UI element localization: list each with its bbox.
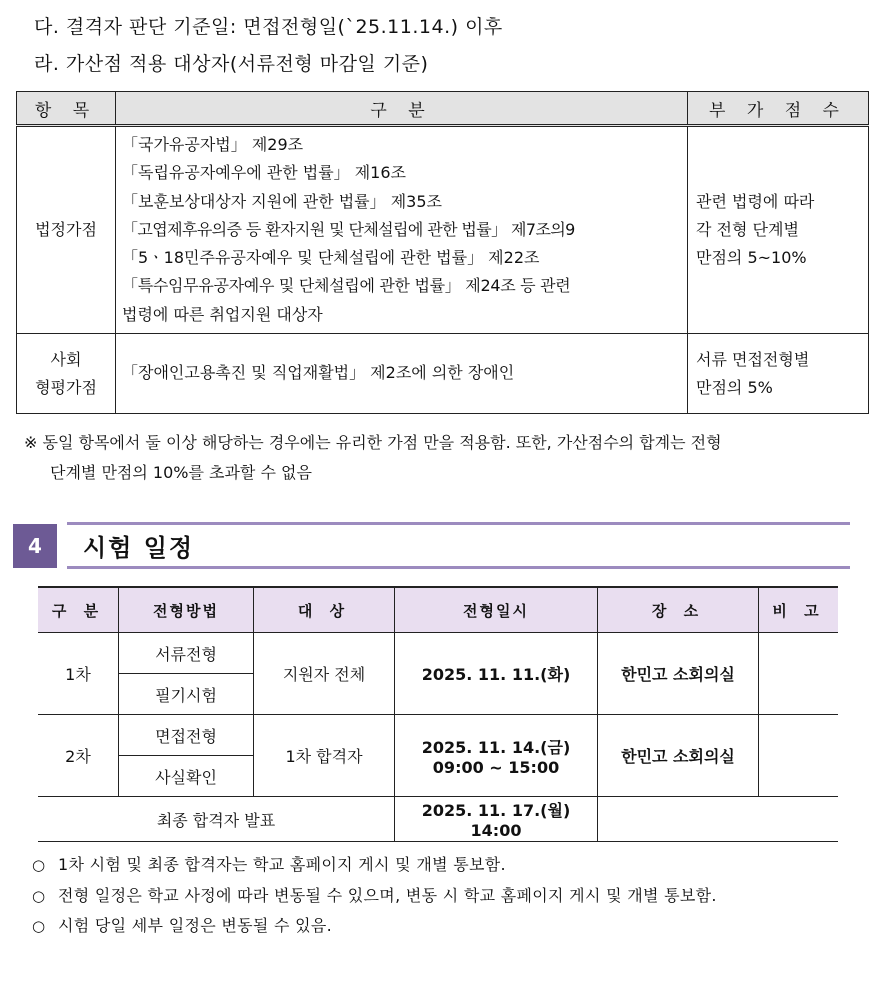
header-remark: 비 고 <box>759 587 839 633</box>
datetime-cell <box>395 715 598 797</box>
law-item: 「보훈보상대상자 지원에 관한 법률」 제35조 <box>122 191 442 211</box>
list-item <box>32 850 717 881</box>
bonus-eligibility-line: 라. 가산점 적용 대상자(서류전형 마감일 기준) <box>34 53 429 75</box>
header-target: 대 상 <box>254 587 395 633</box>
table-row <box>17 334 869 414</box>
law-item: 「장애인고용촉진 및 직업재활법」 제2조에 의한 장애인 <box>122 363 515 383</box>
table-row <box>38 633 838 674</box>
final-announcement-label: 최종 합격자 발표 <box>38 797 395 842</box>
section-header <box>13 522 850 570</box>
target-cell: 1차 합격자 <box>254 715 395 797</box>
law-item: 법령에 따른 취업지원 대상자 <box>122 304 323 324</box>
category-social-equity <box>17 334 116 414</box>
law-item: 「고엽제후유의증 등 환자지원 및 단체설립에 관한 법률」 제7조의9 <box>122 219 575 239</box>
place-cell: 한민고 소회의실 <box>598 715 759 797</box>
social-points <box>688 334 869 414</box>
exam-schedule-table <box>38 586 838 842</box>
place-cell: 한민고 소회의실 <box>598 633 759 715</box>
table-row <box>38 715 838 756</box>
datetime-cell: 2025. 11. 11.(화) <box>395 633 598 715</box>
points-text: 관련 법령에 따라 <box>696 192 815 212</box>
method-cell: 서류전형 <box>119 633 254 674</box>
remark-cell <box>759 715 839 797</box>
method-cell: 사실확인 <box>119 756 254 797</box>
social-description <box>116 334 688 414</box>
points-text: 서류 면접전형별 <box>696 349 810 369</box>
table-row <box>17 126 869 334</box>
notice-text: 1차 시험 및 최종 합격자는 학교 홈페이지 게시 및 개별 통보함. <box>58 855 506 874</box>
list-item <box>32 911 717 942</box>
points-text: 만점의 5% <box>696 377 773 397</box>
law-item: 「특수임무유공자예우 및 단체설립에 관한 법률」 제24조 등 관련 <box>122 276 571 296</box>
table-row <box>38 797 838 842</box>
remark-cell <box>759 633 839 715</box>
schedule-notices <box>32 850 717 942</box>
target-cell: 지원자 전체 <box>254 633 395 715</box>
law-item: 「국가유공자법」 제29조 <box>122 135 304 154</box>
header-category: 구 분 <box>116 92 688 126</box>
note-line: 단계별 만점의 10%를 초과할 수 없음 <box>50 463 312 482</box>
legal-points <box>688 126 869 334</box>
note-line: ※ 동일 항목에서 둘 이상 해당하는 경우에는 유리한 가점 만을 적용함. 또한, 가산점수의 합계는 전형 <box>24 433 722 452</box>
circle-bullet-icon: ○ <box>32 886 46 905</box>
points-text: 각 전형 단계별 <box>696 220 799 240</box>
round-label: 1차 <box>38 633 119 715</box>
category-text: 사회 <box>50 349 82 369</box>
circle-bullet-icon: ○ <box>32 856 46 874</box>
points-text: 만점의 5~10% <box>696 248 807 268</box>
category-legal: 법정가점 <box>17 126 116 334</box>
datetime-date: 2025. 11. 14.(금) <box>421 737 571 757</box>
final-datetime: 2025. 11. 17.(월) 14:00 <box>395 797 598 842</box>
bonus-points-table <box>16 91 869 414</box>
legal-description <box>116 126 688 334</box>
datetime-time: 09:00 ~ 15:00 <box>432 757 560 777</box>
final-remark <box>598 797 839 842</box>
notice-text: 시험 당일 세부 일정은 변동될 수 있음. <box>58 916 333 935</box>
header-item: 항 목 <box>17 92 116 126</box>
section-title: 시험 일정 <box>83 534 195 562</box>
table-header-row <box>17 92 869 126</box>
law-item: 「5ㆍ18민주유공자예우 및 단체설립에 관한 법률」 제22조 <box>122 248 540 268</box>
header-bonus-points: 부 가 점 수 <box>688 92 869 126</box>
circle-bullet-icon: ○ <box>32 917 46 935</box>
round-label: 2차 <box>38 715 119 797</box>
method-cell: 필기시험 <box>119 674 254 715</box>
bonus-note <box>24 428 722 488</box>
header-place: 장 소 <box>598 587 759 633</box>
notice-text: 전형 일정은 학교 사정에 따라 변동될 수 있으며, 변동 시 학교 홈페이지 게시 및 개별 통보함. <box>58 885 717 905</box>
list-item <box>32 881 717 912</box>
category-text: 형평가점 <box>35 377 97 397</box>
header-method: 전형방법 <box>119 587 254 633</box>
law-item: 「독립유공자예우에 관한 법률」 제16조 <box>122 163 407 183</box>
disqualification-date-line: 다. 결격자 판단 기준일: 면접전형일(`25.11.14.) 이후 <box>34 16 503 38</box>
section-rule <box>67 522 850 525</box>
method-cell: 면접전형 <box>119 715 254 756</box>
header-division: 구 분 <box>38 587 119 633</box>
header-datetime: 전형일시 <box>395 587 598 633</box>
section-number: 4 <box>13 524 57 568</box>
section-rule <box>67 566 850 569</box>
table-header-row <box>38 587 838 633</box>
